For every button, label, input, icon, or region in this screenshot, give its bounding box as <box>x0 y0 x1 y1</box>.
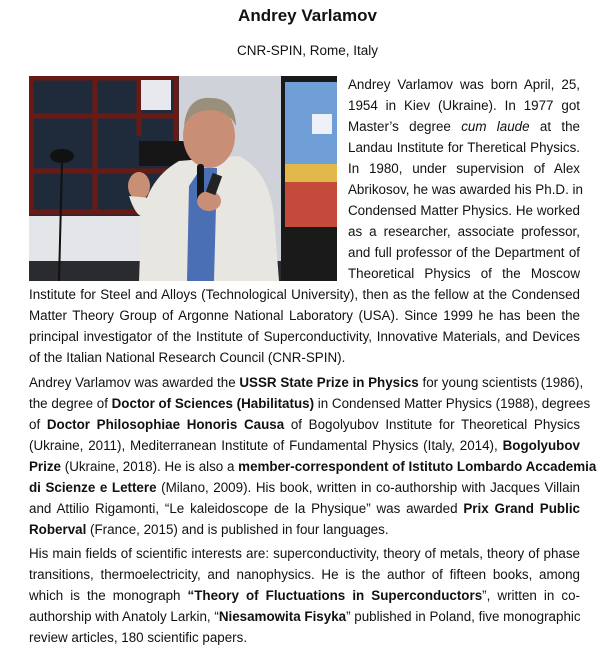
book-theory-of-fluctuations: “Theory of Fluctuations in Superconductors <box>187 588 483 603</box>
text-span: of the Italian National Research Council (CNR-SPIN). <box>29 350 346 365</box>
italic-cum-laude: cum laude <box>461 119 530 134</box>
text-span: Institute for Steel and Alloys (Technological University), then as the fellow at the Condensed <box>29 287 580 302</box>
text-line <box>348 137 580 158</box>
text-span: (Ukraine, 2011), Mediterranean Institute of Fundamental Physics (Italy, 2014), <box>29 438 503 453</box>
text-span: for young scientists (1986), <box>418 375 584 390</box>
text-line <box>29 519 580 540</box>
text-line <box>348 221 580 242</box>
text-line <box>29 585 580 606</box>
text-span: transitions, thermoelectricity, and nanophysics. He is the author of fifteen books, among <box>29 567 580 582</box>
text-line <box>29 372 584 393</box>
text-span: of Bogolyubov Institute for Theoretical Physics <box>284 417 581 432</box>
text-span: Andrey Varlamov was awarded the <box>29 375 240 390</box>
text-span: Master’s degree <box>348 119 462 134</box>
text-line <box>29 305 580 326</box>
text-line <box>348 200 580 221</box>
text-line <box>348 242 580 263</box>
membership-istituto-lombardo-cont: di Scienze e Lettere <box>29 480 157 495</box>
text-span: (Milano, 2009). His book, written in co-authorship with Jacques Villain <box>156 480 580 495</box>
text-span: in Condensed Matter Physics (1988), degrees <box>314 396 591 411</box>
affiliation: CNR-SPIN, Rome, Italy <box>236 43 379 58</box>
text-span: and full professor of the Department of <box>348 245 580 260</box>
text-span: (France, 2015) and is published in four languages. <box>86 522 389 537</box>
text-span: ”, written in co- <box>482 588 581 603</box>
text-span: which is the monograph <box>29 588 188 603</box>
text-span: Andrey Varlamov was born April, 25, <box>348 77 580 92</box>
text-line <box>29 393 591 414</box>
text-span: Matter Theory Group of Argonne National Laboratory (USA). Since 1999 he has been the <box>29 308 580 323</box>
text-line <box>348 116 580 137</box>
text-line <box>29 498 580 519</box>
text-span: review articles, 180 scientific papers. <box>29 630 248 645</box>
text-line <box>29 435 580 456</box>
degree-doctor-of-sciences: Doctor of Sciences (Habilitatus) <box>111 396 315 411</box>
text-span: (Ukraine, 2018). He is also a <box>61 459 239 474</box>
text-line <box>348 263 580 284</box>
text-span: principal investigator of the Institute of Superconductivity, Innovative Materials, and Devices <box>29 329 580 344</box>
award-bogolyubov-prize: Prize <box>29 459 62 474</box>
text-line <box>29 627 580 648</box>
text-line <box>29 414 580 435</box>
text-span: the degree of <box>29 396 112 411</box>
portrait-photo <box>29 76 337 281</box>
text-span: of <box>29 417 47 432</box>
text-span: 1954 in Kiev (Ukraine). In 1977 got <box>348 98 580 113</box>
page-title: Andrey Varlamov <box>238 6 377 25</box>
text-span: Abrikosov, he was awarded his Ph.D. in <box>348 182 583 197</box>
text-line <box>29 284 580 305</box>
text-line <box>29 543 580 564</box>
text-line <box>29 347 580 368</box>
text-line <box>29 477 580 498</box>
text-span: Condensed Matter Physics. He worked <box>348 203 580 218</box>
award-ussr-state-prize: USSR State Prize in Physics <box>239 375 419 390</box>
text-span: authorship with Anatoly Larkin, “ <box>29 609 219 624</box>
award-prix-grand-public: Prix Grand Public <box>463 501 580 516</box>
text-span: as a researcher, associate professor, <box>348 224 580 239</box>
text-line <box>348 158 580 179</box>
text-line <box>348 179 583 200</box>
text-span: In 1980, under supervision of Alex <box>348 161 580 176</box>
award-bogolyubov: Bogolyubov <box>502 438 580 453</box>
text-line <box>29 456 597 477</box>
membership-istituto-lombardo: member-correspondent of Istituto Lombardo Accademia <box>238 459 597 474</box>
text-line <box>348 74 580 95</box>
text-line <box>348 95 580 116</box>
text-span: and Attilio Rigamonti, “Le kaleidoscope de la Physique” was awarded <box>29 501 464 516</box>
photo-illustration <box>29 76 337 281</box>
text-span: ” published in Poland, five monographic <box>346 609 581 624</box>
degree-honoris-causa: Doctor Philosophiae Honoris Causa <box>46 417 285 432</box>
text-span: Landau Institute for Theretical Physics. <box>348 140 580 155</box>
text-span: Theoretical Physics of the Moscow <box>348 266 580 281</box>
text-line <box>29 326 580 347</box>
text-line <box>29 606 580 627</box>
text-span: at the <box>529 119 580 134</box>
book-niesamowita-fisyka: Niesamowita Fisyka <box>218 609 347 624</box>
text-span: His main fields of scientific interests are: superconductivity, theory of metals, theory of phase <box>29 546 580 561</box>
award-roberval: Roberval <box>29 522 87 537</box>
text-line <box>29 564 580 585</box>
